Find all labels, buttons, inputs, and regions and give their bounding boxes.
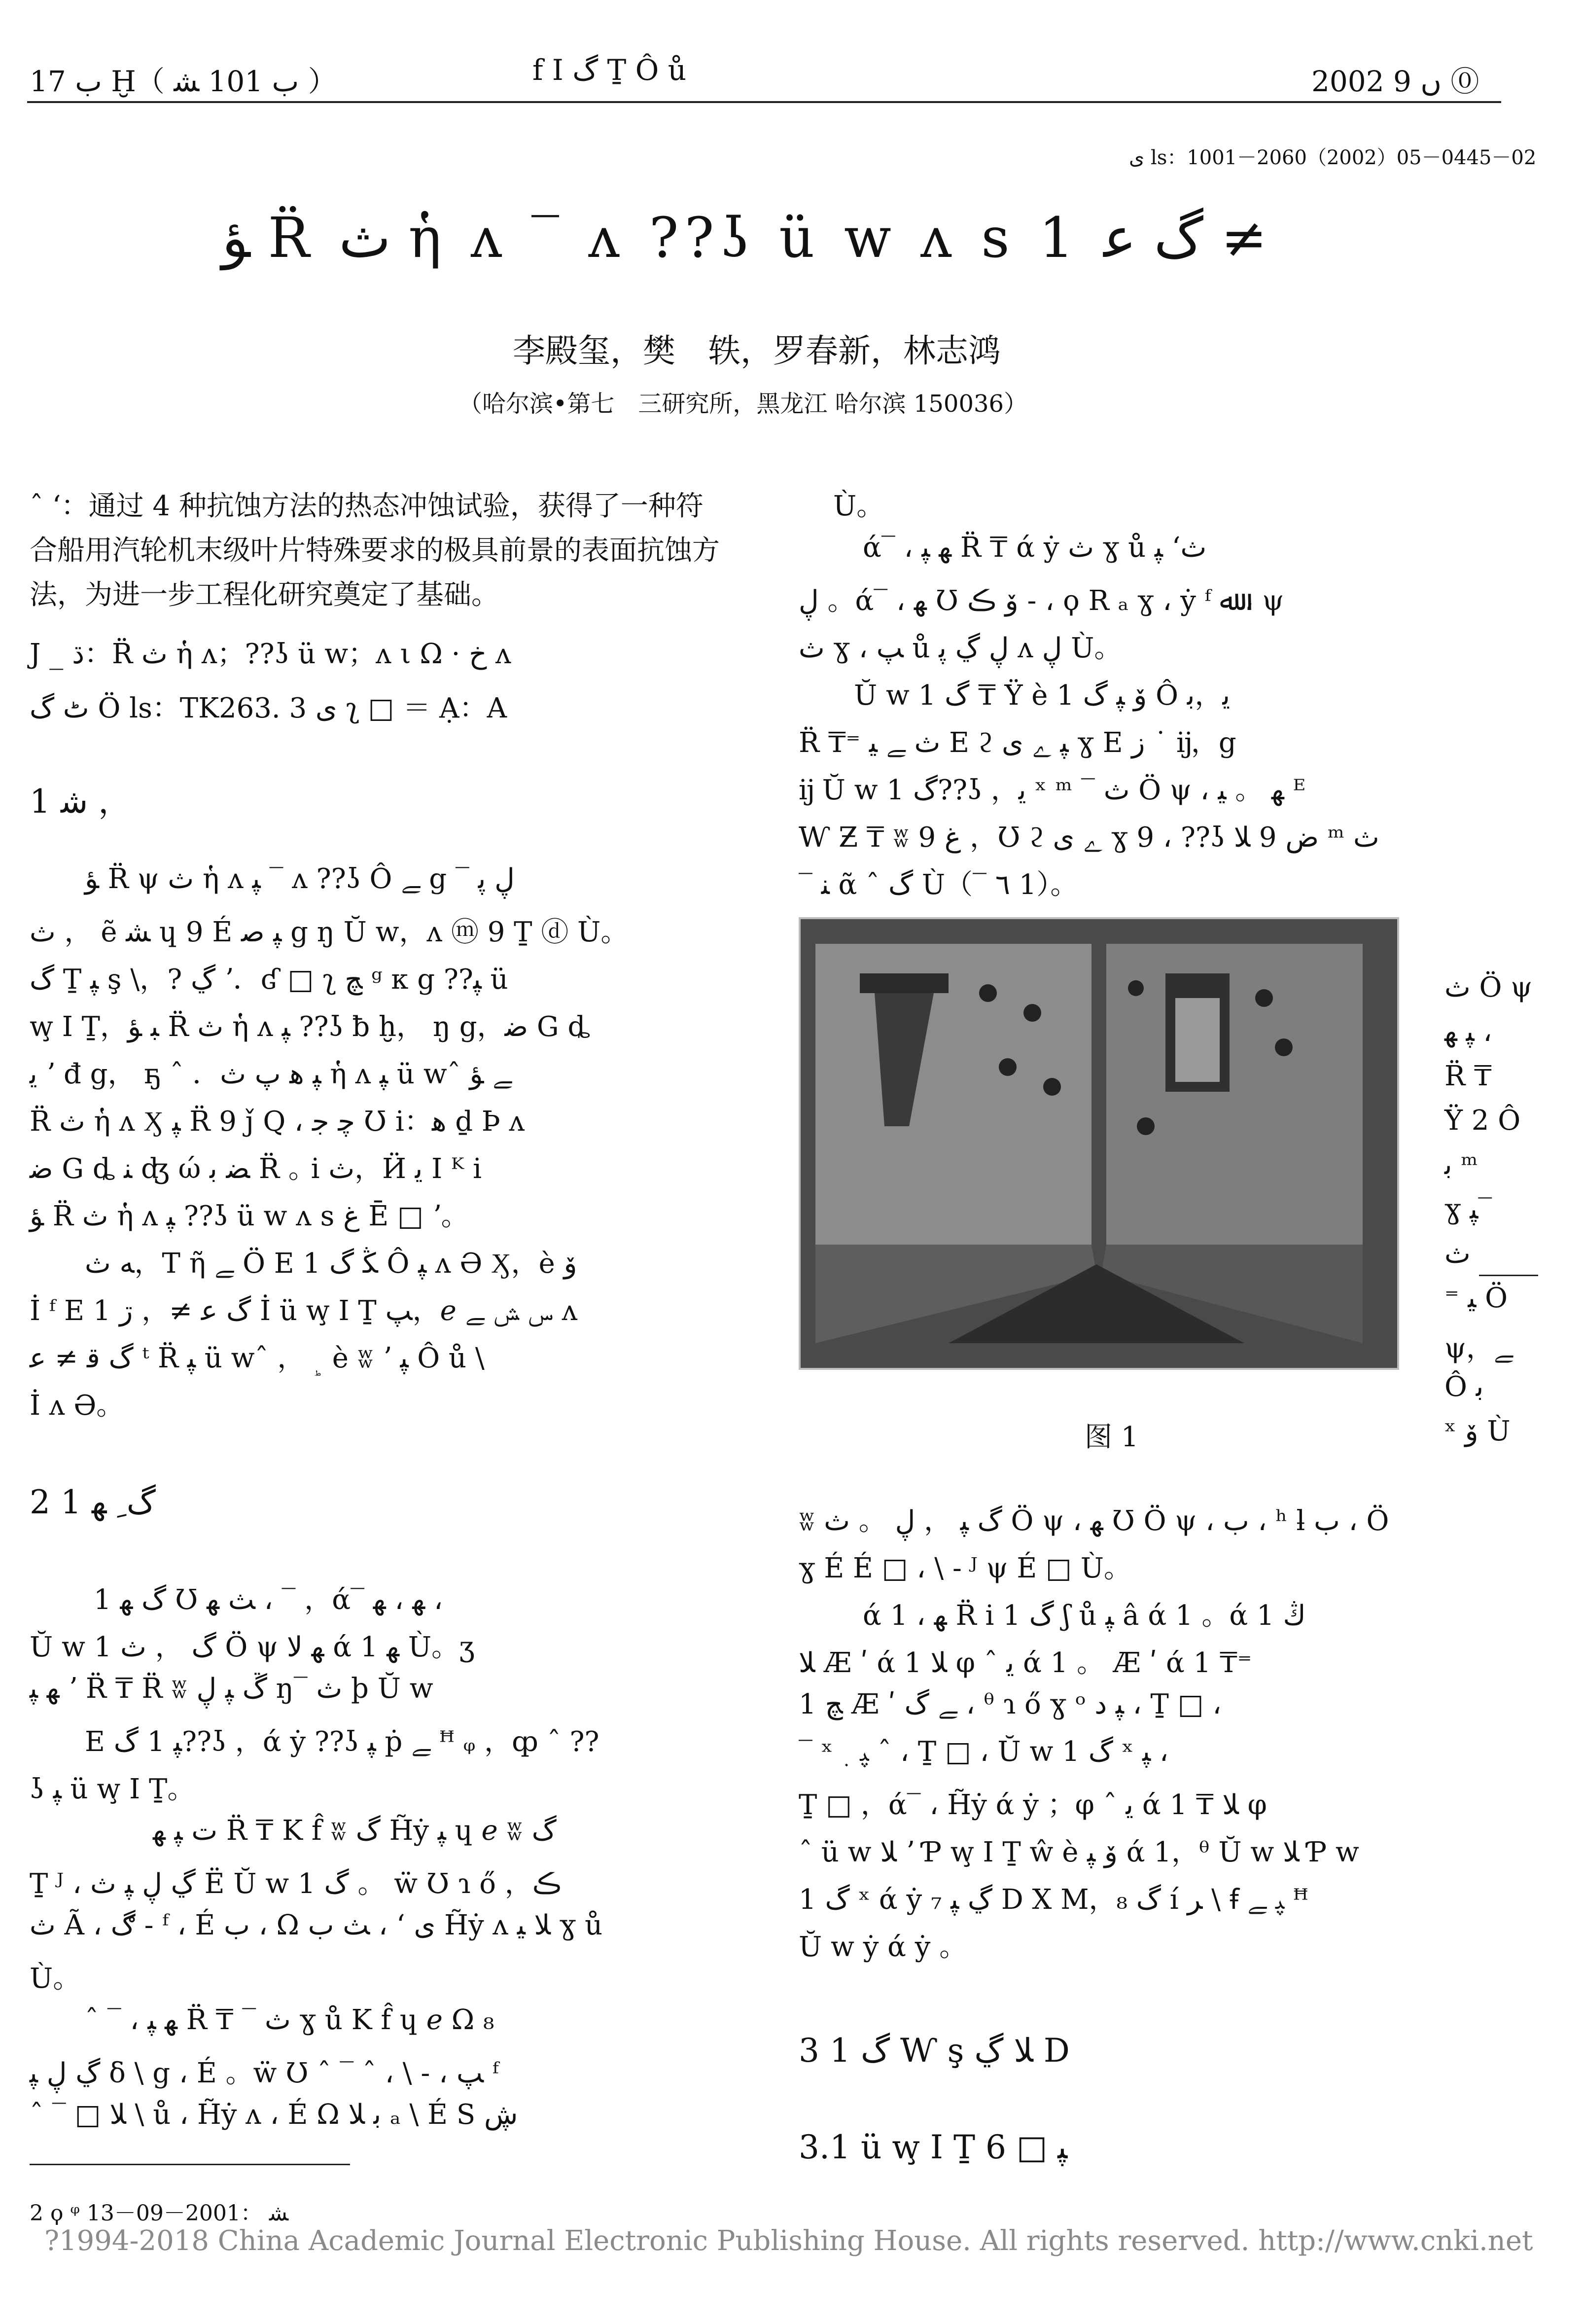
body-line: ‾ ˣ ﭙ ﮳ ˆ ، Ṯ □ ، Ŭ w 1 گ ˣ ﭙ ، — [799, 1736, 1168, 1768]
body-line: Ù。 — [30, 1963, 81, 1995]
running-header-right: 2002 ں 9 ⓪ — [1311, 65, 1479, 98]
figure-side-text: ⁼ ﻴ Ö — [1444, 1282, 1508, 1314]
left-column — [30, 473, 749, 2199]
body-line: E ﭙ 1 گ??ʖ ，ά ẏ ??ʖ ﭙ ṗ ﮯ ꟸ ᵩ ，ȹ ˆ ?? — [85, 1726, 599, 1758]
figure-side-text: ث — [1444, 1238, 1471, 1270]
body-line: ث ， ẽ ﺸ ɥ 9 É ﭙ ﺻ g ŋ Ŭ w，ʌ ⓜ 9 Ṯ ⓓ Ù。 — [30, 916, 629, 948]
figure-1-caption: 图 1 — [1085, 1421, 1139, 1453]
figure-side-text: ˣ ﯙ Ù — [1444, 1415, 1511, 1447]
right-column — [799, 473, 1538, 2199]
author-list: 李殿玺，樊 轶，罗春新，林志鸿 — [513, 332, 1001, 370]
body-line: ʬ گ ﭙ ， ڸ 。 ث Ö ψ ، ﻬ Ʊ Ö ψ ، ﺏ ، ʰ ƚ ﺏ ، Ö — [799, 1505, 1389, 1537]
running-header-center: f I گ Ṯ Ô ů — [532, 53, 687, 87]
header-rule — [27, 101, 1501, 103]
figure-1-photo — [799, 917, 1399, 1370]
received-date-footnote: 2 ϙ ᵠ ﺸ ：2001－09－13 — [30, 2201, 289, 2226]
footnote-rule — [30, 2164, 350, 2165]
document-number: ى ls：1001－2060（2002）05－0445－02 — [1129, 146, 1537, 169]
body-line: ﻪ ث，T ῆ ﮯ Ö E 1 ﯖ گ Ô ﭙ ʌ Ə Ӽ，è ﯙ — [85, 1248, 577, 1280]
section-2-heading: 2 1 گ ِ ﻬ — [30, 1483, 156, 1521]
body-line: ˆ ‾ ، ﻬ ﭙ R̈ ₸ ‾ ث ɣ ů K f̂ ɥ ℯ Ω ₈ — [85, 2004, 494, 2036]
abstract-line: 合船用汽轮机末级叶片特殊要求的极具前景的表面抗蚀方 — [30, 535, 720, 567]
body-line: 1 گ ˣ ά ẏ ₇ ڲ ﭙ D X M，₈ گ í ﺮ \ ꞙ ﭙ ﮯ ꟸ — [799, 1884, 1308, 1916]
body-line: R̈ ₸⁼ ث ﮯ ﻴ E ϩ ﭙ ﮮ ﻯ ɣ E ﺯ ˙ ĳ，g — [799, 727, 1236, 759]
section-3-heading: 3 1 گ Ⱳ ş ﻼ ڲ D — [799, 2032, 1070, 2070]
body-line: Ŭ w 1 گ ， ث Ö ψ ﻬ ﻻ ά 1 ﻬ Ù。ʒ — [30, 1631, 475, 1663]
figure-side-text: R̈ ₸ — [1444, 1060, 1492, 1092]
body-line: w̧ I Ṯ，ﺒ ﺆ R̈ ث ἡ ʌ ﭙ ??ʖ ƀ ḫ， ŋ g，ﺿ G ȡ — [30, 1011, 591, 1043]
body-line: ﺕ ﭙ ﻬ R̈ ₸ K f̂ ʬ گ H̃ẏ ﭙ ɥ ℯ ʬ گ — [153, 1815, 557, 1847]
specimen-photo-drawing — [801, 919, 1397, 1368]
body-line: ﯾ ʼ đ g， ҕ ˆ ．ﭙ ﮬ پ ث ἡ ʌ ﭙ ü wˆ ﮯ ﺆ — [30, 1058, 512, 1090]
body-line: ڲ ڸ ﭙ δ \ g ، É 。ẅ Ʊ ˆ ‾ ˆ ، \ ‐ ، ﭗ ᶠ — [30, 2057, 499, 2089]
body-line: 1 ﮒ ﻬ Ʊ ﺚ ﻬ ، ‾ ，ά‾ ﻬ ، ﻬ ، — [94, 1584, 443, 1616]
running-header-left: ب 17 Ḫ（ ب 101 ﺸ ） — [30, 65, 337, 98]
affiliation: （哈尔滨•第七 三研究所，黑龙江 哈尔滨 150036） — [458, 390, 1028, 418]
figure-side-rule — [1479, 1275, 1538, 1276]
body-line: 1 ﭻ Æ ʹ ﮯ گ ، ᶿ ɿ ő ɣ ᵒ ﭙ ﺩ ، Ṯ □ ، — [799, 1688, 1222, 1720]
figure-side-text: Ÿ 2 Ô — [1444, 1105, 1521, 1137]
body-line: Ŭ w 1 گ ₸ Ÿ è 1 ﯙ ﭙ گ Ô ﻳ，ﺑ — [854, 679, 1231, 712]
figure-side-text: ɣ ﭙ‾ — [1444, 1193, 1492, 1225]
body-line: Ù。 — [833, 490, 884, 522]
section-3-1-heading: 3.1 ü w̧ I Ṯ ﭙ □ 6 — [799, 2128, 1068, 2166]
figure-side-text: Ô ﺑ — [1444, 1371, 1484, 1403]
body-line: ﺆ R̈ ψ ث ἡ ʌ ﭙ ‾ ʌ ??ʖ Ô ﮯ g ‾ ڸ ﭘ — [85, 863, 515, 895]
body-line: ĳ Ŭ w 1 گ??ʖ ，ﻳ ˣ ᵐ ‾ ث Ö ψ ، ﻬ 。 ﻴ ᴱ — [799, 774, 1306, 806]
body-line: Ṯ ᴶ ، ڲ ڸ ﭙ ث Ë Ŭ w 1 گ 。 ẅ Ʊ ɿ ő ，ڪ — [30, 1868, 562, 1900]
figure-side-text: ث Ö ψ — [1444, 971, 1533, 1003]
figure-side-text: ﭙ ﻬ ، — [1444, 1016, 1492, 1048]
figure-side-text: ﺑ ᵐ — [1444, 1149, 1478, 1181]
body-line: ﻼ Æ ʹ ά 1 ﻼ φ ˆ ﯾ ά 1 。 Æ ʹ ά 1 ₸⁼ — [799, 1647, 1252, 1679]
body-line: ﺆ R̈ ث ἡ ʌ ﭙ ??ʖ ü w ʌ s ﻍ Ē □ ʼ。 — [30, 1200, 469, 1232]
body-line: R̈ ث ἡ ʌ Ӽ ﭙ R̈ 9 ǰ Q ، ﭼ ﺟ Ʊ i：ﻫ ḏ Þ ʌ — [30, 1106, 525, 1138]
copyright-footer: ?1994-2018 China Academic Journal Electronic Publishing House. All rights reserved. http://www.cnki.net — [44, 2225, 1533, 2257]
body-line: ˆ ü w ﻼ ʼ Ƥ w̧ I Ṯ ŵ è ﯙ ﭙ ά 1，ᶿ Ŭ w ﻼ Ƥ w — [799, 1836, 1359, 1868]
body-line: ʖ ﭙ ü w̧ I Ṯ。 — [30, 1773, 195, 1805]
body-line: گ Ṯ ﭙ ş \，? ڲ ʼ．ʛ □ ʅ ﭻ ᵍ к g ??ﭙ ü — [30, 964, 508, 996]
abstract-line: ˆ ʻ：通过 4 种抗蚀方法的热态冲蚀试验，获得了一种符 — [30, 490, 704, 522]
keywords: J _ ڌ：R̈ ث ἡ ʌ；??ʖ ü w；ʌ ι Ω · خ ʌ — [30, 638, 511, 670]
body-line: ‾ ﻨ ᾶ ˆ گ Ù（‾ ٦ 1）。 — [799, 869, 1078, 901]
body-line: ˆ ‾ □ ﻼ \ ů ، H̃ẏ ʌ ، É Ω ﺑ ﻼ ₐ \ É S ڜ — [30, 2099, 518, 2131]
body-line: İ ᶠ E 1 گ ﻋ ≠， ڗ İ ü w̧ I Ṯ ﭗ，ℯ ﺱ ﺶ ﮯ ʌ — [30, 1295, 578, 1327]
body-line: ά‾ ، ﻬ ﭙ R̈ ₸ ά ẏ ث ɣ ů ﭙ ʻث — [863, 532, 1207, 564]
paper-title: ﺆ R̈ ث ἡ ʌ ‾ ʌ ??ʖ ü w ʌ s 1 گ ﻋ ≠ — [222, 206, 1267, 270]
body-line: Ŭ w ẏ ά ẏ 。 — [799, 1931, 967, 1963]
body-line: ث Ã ، ڰ ‐ ᶠ ، É ﺏ ، Ω ﺚ ﺏ ، ʻ ﻯ H̃ẏ ʌ ﻼ ﻴ ɣ ů — [30, 1909, 603, 1941]
body-line: ﺿ G ȡ ﻨ ʤ ώ ﻀ ﺑ R̈ ｡ i ث，Ӥ ﻳ I ᴷ i — [30, 1153, 482, 1185]
figure-side-text: ψ，ﮯ — [1444, 1332, 1514, 1364]
body-line: ɣ É É □ ، \ ‐ ᴶ ψ É □ Ù。 — [799, 1552, 1131, 1584]
body-line: ﻬ ﭙ ʼ R̈ ₸ R̈ ʬ ڱ ﭙ ڸ ŋ‾ ث þ Ŭ w — [30, 1673, 433, 1705]
classification-number: ٹ گ Ö ls：TK263. 3 ى ʅ □ ＝ Ạ：A — [30, 692, 507, 724]
body-line: ڸ 。ά‾ ، ﻬ Ʊ ﯙ ڪ ‐ ، ϙ R ₐ ɣ ، ẏ ᶠ ﷲ ، ψ — [799, 585, 1284, 617]
body-line: گ ﻗ ≠ ﻋ ᵗ R̈ ﭙ ü wˆ ， ﯁ è ʬ ʼ ﭙ Ô ů \ — [30, 1342, 485, 1374]
section-1-heading: 1 ﺷ ， — [30, 783, 131, 821]
body-line: İ ʌ Ə。 — [30, 1390, 124, 1422]
body-line: Ṯ □ ，ά‾ ، H̃ẏ ά ẏ ；φ ˆ ﯾ ά 1 ₸ ﻼ φ — [799, 1789, 1267, 1821]
abstract-line: 法，为进一步工程化研究奠定了基础。 — [30, 579, 499, 611]
body-line: ά 1 ، ﻬ R̈ i 1 گ ʃ ů ﭙ â ά 1 。ά 1 ڭ — [863, 1600, 1306, 1632]
body-line: ث ɣ ، ﭗ ů ڸ ڲ ﭘ ʌ ڸ Ù。 — [799, 632, 1122, 664]
body-line: Ⱳ Ƶ ₸ ʬ ﻍ 9 ，Ʊ ϩ ﮮ ﻯ ɣ 9 ، ??ʖ ﺽ 9 ﻼ ᵐ ث — [799, 822, 1379, 854]
